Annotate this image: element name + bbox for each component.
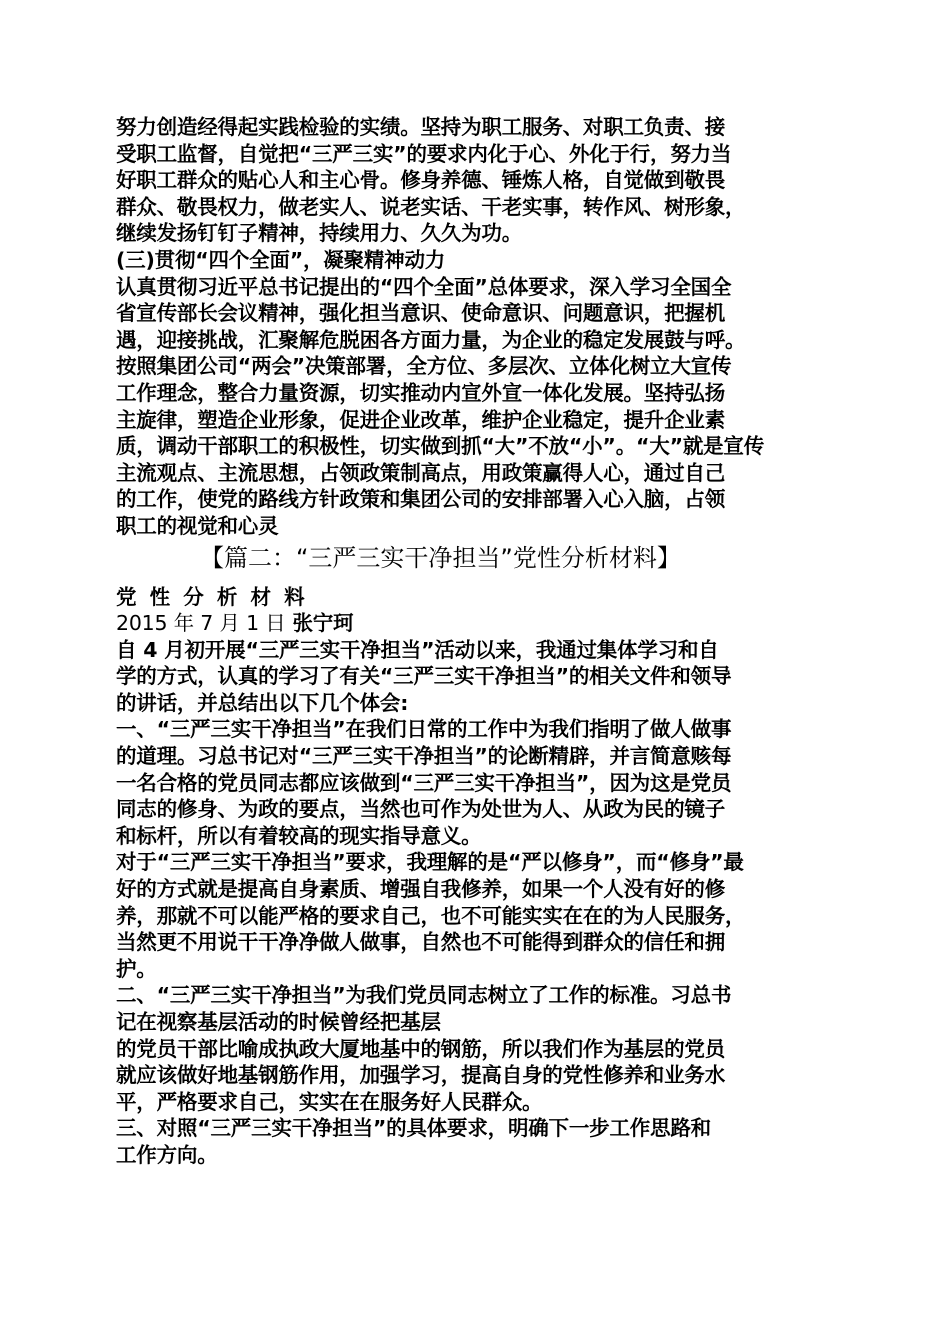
section-one-text [116, 114, 856, 540]
text-line: 养，那就不可以能严格的要求自己，也不可能实实在在的为人民服务， [116, 903, 746, 928]
text-line: 三、对照“三严三实干净担当”的具体要求，明确下一步工作思路和 [116, 1116, 711, 1141]
text-line: 职工的视觉和心灵 [116, 513, 279, 538]
text-line: 主流观点、主流思想，占领政策制高点，用政策赢得人心，通过自己 [116, 460, 725, 485]
text-line: 好职工群众的贴心人和主心骨。修身养德、锤炼人格，自觉做到敬畏 [116, 168, 725, 193]
text-line: 好的方式就是提高自身素质、增强自我修养，如果一个人没有好的修 [116, 877, 725, 902]
text-line: 一、“三严三实干净担当”在我们日常的工作中为我们指明了做人做事 [116, 717, 732, 742]
date-text: 2015 年 7 月 1 日 [116, 611, 286, 636]
text-line: 的工作，使党的路线方针政策和集团公司的安排部署入心入脑，占领 [116, 487, 725, 512]
text-line: 工作方向。 [116, 1142, 218, 1167]
text-line: 的道理。习总书记对“三严三实干净担当”的论断精辟，并言简意赅每 [116, 744, 732, 769]
text-line: 按照集团公司“两会”决策部署，全方位、多层次、立体化树立大宣传 [116, 354, 732, 379]
text-line: 护。 [116, 956, 157, 981]
text-line: 主旋律，塑造企业形象，促进企业改革，维护企业稳定，提升企业素 [116, 407, 725, 432]
text-line: 省宣传部长会议精神，强化担当意识、使命意识、问题意识，把握机 [116, 301, 725, 326]
section-heading: 【篇二：“三严三实干净担当”党性分析材料】 [200, 543, 681, 572]
text-line: 就应该做好地基钢筋作用，加强学习，提高自身的党性修养和业务水 [116, 1063, 725, 1088]
text-line: 质，调动干部职工的积极性，切实做到抓“大”不放“小”。“大”就是宣传 [116, 434, 765, 459]
date-author-line [116, 610, 856, 637]
text-line: 工作理念，整合力量资源，切实推动内宣外宣一体化发展。坚持弘扬 [116, 380, 725, 405]
author-name: 张宁珂 [285, 611, 354, 636]
text-line: 遇，迎接挑战，汇聚解危脱困各方面力量，为企业的稳定发展鼓与呼。 [116, 327, 746, 352]
text-line: 受职工监督，自觉把“三严三实”的要求内化于心、外化于行，努力当 [116, 141, 732, 166]
text-line: (三)贯彻“四个全面”，凝聚精神动力 [116, 247, 446, 272]
text-line: 努力创造经得起实践检验的实绩。坚持为职工服务、对职工负责、接 [116, 115, 725, 139]
section-two-text [116, 637, 856, 1169]
text-line: 对于“三严三实干净担当”要求，我理解的是“严以修身”，而“修身”最 [116, 850, 744, 875]
text-line: 和标杆，所以有着较高的现实指导意义。 [116, 823, 482, 848]
text-line: 学的方式，认真的学习了有关“三严三实干净担当”的相关文件和领导 [116, 664, 732, 689]
document-page [116, 114, 856, 1169]
text-line: 的讲话，并总结出以下几个体会: [116, 690, 409, 715]
text-line: 当然更不用说干干净净做人做事，自然也不可能得到群众的信任和拥 [116, 930, 725, 955]
text-line: 记在视察基层活动的时候曾经把基层 [116, 1010, 441, 1034]
text-line: 继续发扬钉钉子精神，持续用力、久久为功。 [116, 221, 522, 246]
text-line: 认真贯彻习近平总书记提出的“四个全面”总体要求，深入学习全国全 [116, 274, 732, 299]
text-line: 一名合格的党员同志都应该做到“三严三实干净担当”，因为这是党员 [116, 770, 732, 795]
text-line: 群众、敬畏权力，做老实人、说老实话、干老实事，转作风、树形象， [116, 194, 746, 219]
text-line: 自 4 月初开展“三严三实干净担当”活动以来，我通过集体学习和自 [116, 637, 719, 662]
text-line: 的党员干部比喻成执政大厦地基中的钢筋，所以我们作为基层的党员 [116, 1036, 725, 1061]
text-line: 二、“三严三实干净担当”为我们党员同志树立了工作的标准。习总书 [116, 983, 732, 1008]
text-line: 平，严格要求自己，实实在在服务好人民群众。 [116, 1089, 543, 1114]
document-title: 党 性 分 析 材 料 [116, 584, 308, 609]
text-line: 同志的修身、为政的要点，当然也可作为处世为人、从政为民的镜子 [116, 797, 725, 822]
